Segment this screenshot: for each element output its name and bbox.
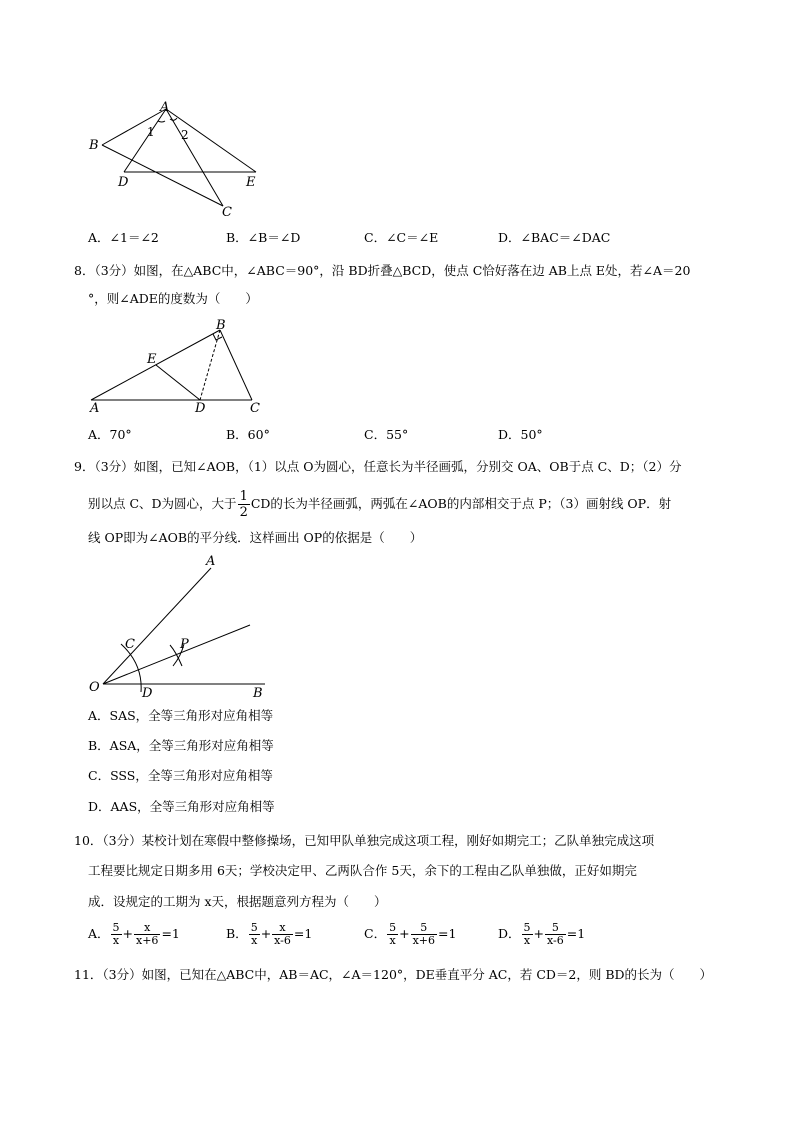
label-b: B bbox=[253, 686, 263, 701]
equals-one: =1 bbox=[161, 926, 180, 941]
fraction bbox=[272, 922, 293, 947]
q9-line2-post: CD的长为半径画弧，两弧在∠AOB的内部相交于点 P；（3）画射线 OP．射 bbox=[250, 496, 672, 511]
numerator: 5 bbox=[112, 921, 120, 934]
plus-sign: + bbox=[399, 926, 410, 941]
label-d: D bbox=[118, 175, 129, 190]
label-c: C bbox=[250, 401, 260, 415]
q10-stem-line2: 工程要比规定日期多用 6天；学校决定甲、乙两队合作 5天，余下的工程由乙队单独做，正好如期完 bbox=[88, 863, 637, 878]
fraction bbox=[134, 922, 160, 947]
ray-oa bbox=[103, 568, 211, 684]
numerator: 5 bbox=[411, 922, 437, 935]
label-d: D bbox=[195, 401, 206, 415]
option-letter: D． bbox=[498, 926, 521, 941]
denominator: x-6 bbox=[547, 934, 564, 947]
denominator: x bbox=[389, 934, 396, 947]
q11-stem-line1: 11．（3分）如图，已知在△ABC中，AB＝AC，∠A＝120°，DE垂直平分 AC，若 CD＝2，则 BD的长为（ ） bbox=[74, 967, 713, 982]
plus-sign: + bbox=[533, 926, 545, 941]
q10-stem-line3: 成．设规定的工期为 x天，根据题意列方程为（ ） bbox=[88, 894, 387, 909]
label-c: C bbox=[125, 637, 135, 652]
fraction bbox=[387, 922, 398, 947]
fraction-numerator: 1 bbox=[239, 489, 248, 504]
q9-stem-line1: 9．（3分）如图，已知∠AOB，（1）以点 O为圆心，任意长为半径画弧，分别交 OA、OB于点 C、D；（2）分 bbox=[74, 459, 682, 474]
denominator: x bbox=[112, 934, 120, 947]
denominator: x bbox=[523, 934, 531, 947]
label-a: A bbox=[160, 100, 170, 115]
q9-figure bbox=[85, 552, 285, 702]
label-2: 2 bbox=[181, 128, 189, 142]
q8-option-b[interactable]: B．60° bbox=[226, 427, 270, 442]
q10-option-a[interactable] bbox=[88, 922, 180, 947]
equals-one: =1 bbox=[437, 926, 457, 941]
q7-option-b[interactable]: B．∠B＝∠D bbox=[226, 230, 301, 245]
q8-option-d[interactable]: D．50° bbox=[498, 427, 543, 442]
segment-bd-dashed bbox=[200, 330, 220, 400]
plus-sign: + bbox=[122, 926, 134, 941]
segment-ae bbox=[166, 109, 256, 172]
label-d: D bbox=[142, 686, 153, 701]
segment-ba bbox=[102, 109, 166, 145]
q9-stem-line3: 线 OP即为∠AOB的平分线．这样画出 OP的依据是（ ） bbox=[88, 530, 423, 545]
q7-option-d[interactable]: D．∠BAC＝∠DAC bbox=[498, 230, 611, 245]
label-b: B bbox=[89, 138, 99, 153]
fraction bbox=[545, 922, 566, 947]
option-letter: A． bbox=[88, 926, 110, 941]
q7-figure bbox=[80, 95, 280, 225]
label-a: A bbox=[90, 401, 100, 415]
q7-option-a[interactable]: A．∠1＝∠2 bbox=[88, 230, 159, 245]
label-p: P bbox=[180, 637, 189, 652]
q9-line2-pre: 别以点 C、D为圆心，大于 bbox=[88, 496, 237, 511]
fraction-denominator: 2 bbox=[239, 505, 248, 520]
fraction bbox=[111, 922, 122, 947]
segment-ad bbox=[124, 109, 166, 172]
angle-1-arc bbox=[158, 121, 165, 122]
equals-one: =1 bbox=[293, 926, 313, 941]
option-letter: C． bbox=[364, 926, 387, 941]
denominator: x+6 bbox=[136, 934, 159, 947]
numerator: 5 bbox=[389, 921, 397, 934]
q9-option-d[interactable]: D．AAS，全等三角形对应角相等 bbox=[88, 799, 275, 814]
label-o: O bbox=[89, 680, 100, 695]
fraction bbox=[249, 922, 260, 947]
numerator: 5 bbox=[545, 922, 566, 935]
label-c: C bbox=[222, 205, 232, 220]
one-half-fraction bbox=[238, 489, 250, 520]
q10-option-c[interactable] bbox=[364, 922, 456, 947]
q8-stem-line1: 8．（3分）如图，在△ABC中，∠ABC＝90°，沿 BD折叠△BCD，使点 C恰好落在边 AB上点 E处，若∠A＝20 bbox=[74, 263, 691, 278]
segment-bc bbox=[220, 330, 252, 400]
denominator: x bbox=[251, 934, 258, 947]
q9-option-c[interactable]: C．SSS，全等三角形对应角相等 bbox=[88, 768, 273, 783]
numerator: 5 bbox=[523, 921, 531, 934]
q8-figure bbox=[80, 315, 280, 415]
fraction bbox=[522, 922, 533, 947]
label-e: E bbox=[147, 352, 157, 367]
q10-option-d[interactable] bbox=[498, 922, 585, 947]
segment-ed bbox=[156, 365, 200, 400]
q8-option-c[interactable]: C．55° bbox=[364, 427, 409, 442]
denominator: x+6 bbox=[412, 934, 435, 947]
q8-option-a[interactable]: A．70° bbox=[88, 427, 132, 442]
label-1: 1 bbox=[147, 125, 155, 139]
label-e: E bbox=[246, 175, 256, 190]
fraction bbox=[411, 922, 437, 947]
q8-stem-line2: °，则∠ADE的度数为（ ） bbox=[88, 291, 258, 306]
label-a: A bbox=[206, 554, 216, 569]
option-letter: B． bbox=[226, 926, 248, 941]
q9-option-b[interactable]: B．ASA，全等三角形对应角相等 bbox=[88, 738, 274, 753]
q10-stem-line1: 10．（3分）某校计划在寒假中整修操场，已知甲队单独完成这项工程，刚好如期完工；乙队单独完成这项 bbox=[74, 833, 655, 848]
numerator: x bbox=[272, 922, 293, 935]
q9-option-a[interactable]: A．SAS，全等三角形对应角相等 bbox=[88, 708, 274, 723]
equals-one: =1 bbox=[566, 926, 586, 941]
q9-stem-line2 bbox=[88, 489, 671, 520]
numerator: 5 bbox=[250, 921, 258, 934]
q7-option-c[interactable]: C．∠C＝∠E bbox=[364, 230, 439, 245]
denominator: x-6 bbox=[274, 934, 291, 947]
plus-sign: + bbox=[260, 926, 272, 941]
numerator: x bbox=[134, 922, 160, 935]
label-b: B bbox=[216, 318, 226, 333]
q10-option-b[interactable] bbox=[226, 922, 312, 947]
